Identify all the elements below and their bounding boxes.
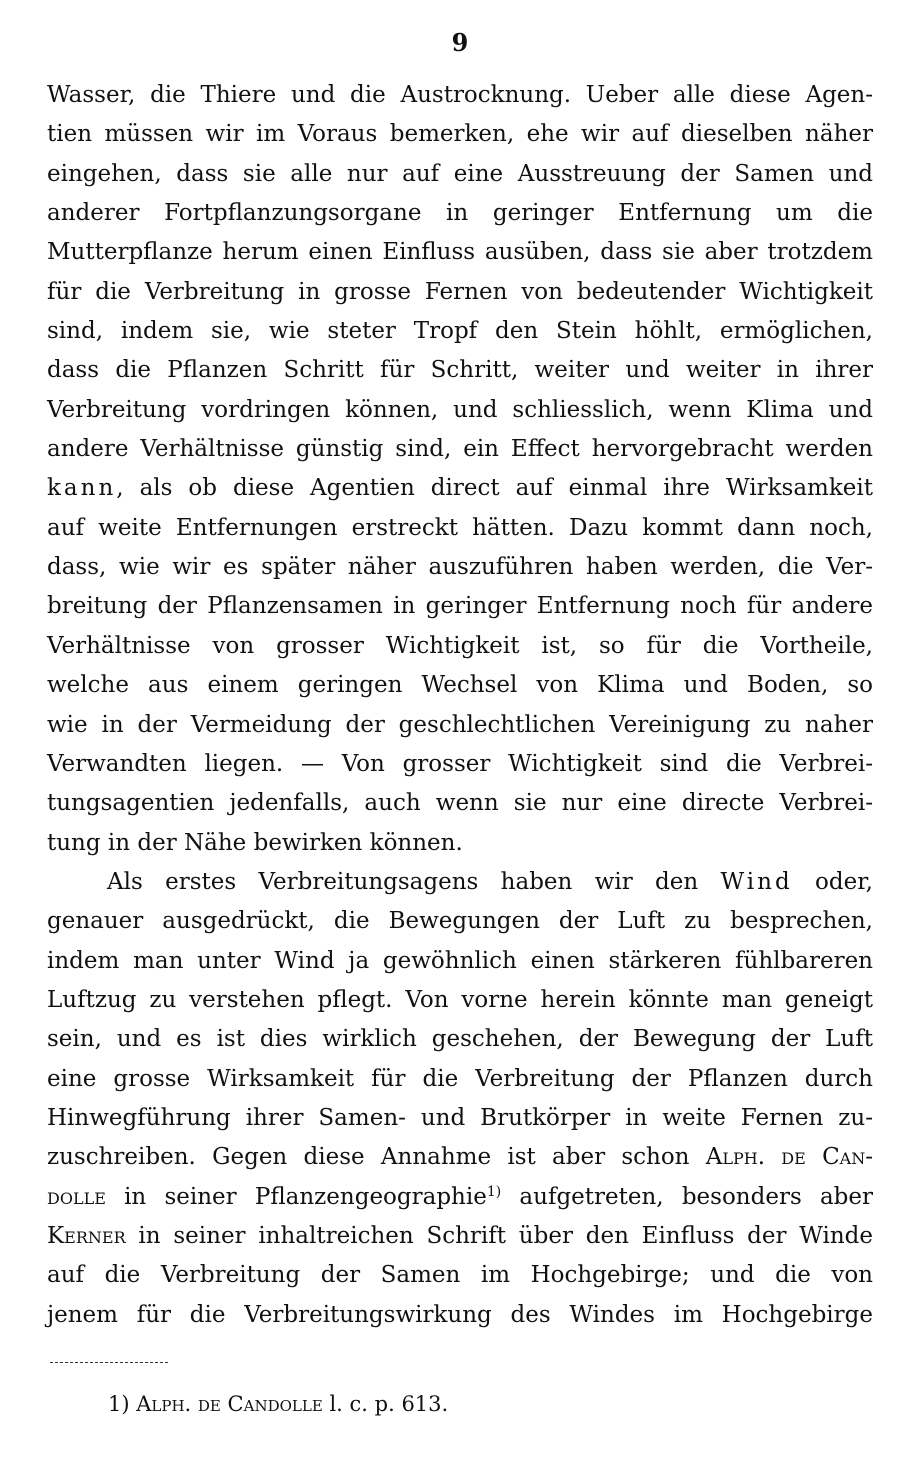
text-line: genauer ausgedrückt, die Bewegungen der Luft zu besprechen, xyxy=(47,908,873,935)
footnote-marker: 1) xyxy=(108,1392,130,1416)
text-line xyxy=(47,469,873,508)
text-line: wie in der Vermeidung der geschlechtlichen Vereinigung zu naher xyxy=(47,711,873,738)
author-name: Kerner xyxy=(47,1222,126,1249)
text-segment: oder, xyxy=(792,868,873,895)
footnote-divider xyxy=(50,1362,168,1363)
text-line: auf die Verbreitung der Samen im Hochgebirge; und die von xyxy=(47,1262,873,1289)
page-number: 9 xyxy=(451,28,469,57)
text-line: Verwandten liegen. — Von grosser Wichtigkeit sind die Verbrei- xyxy=(47,750,873,777)
text-line: sind, indem sie, wie steter Tropf den Stein höhlt, ermöglichen, xyxy=(47,318,873,345)
text-segment: , als ob diese Agentien direct auf einmal ihre Wirksamkeit xyxy=(116,475,873,502)
author-name: Alph. de Can- xyxy=(705,1144,874,1171)
text-line: andere Verhältnisse günstig sind, ein Effect hervorgebracht werden xyxy=(47,436,873,463)
text-line: Luftzug zu verstehen pflegt. Von vorne herein könnte man geneigt xyxy=(47,986,873,1013)
text-line: sein, und es ist dies wirklich geschehen, der Bewegung der Luft xyxy=(47,1026,873,1053)
text-segment: Als erstes Verbreitungsagens haben wir den xyxy=(107,868,721,895)
text-line: indem man unter Wind ja gewöhnlich einen stärkeren fühlbareren xyxy=(47,947,873,974)
text-line xyxy=(47,1138,873,1177)
text-line: Wasser, die Thiere und die Austrocknung. Ueber alle diese Agen- xyxy=(47,82,873,108)
footnote-author: Alph. de Candolle xyxy=(136,1392,323,1416)
footnote-reference: l. c. p. 613. xyxy=(329,1392,449,1416)
text-line: dass, wie wir es später näher auszuführen haben werden, die Ver- xyxy=(47,554,873,581)
body-text xyxy=(47,76,873,1335)
text-line: breitung der Pflanzensamen in geringer Entfernung noch für andere xyxy=(47,593,873,620)
text-line xyxy=(47,863,873,902)
text-line: tung in der Nähe bewirken können. xyxy=(47,829,463,856)
text-line: eingehen, dass sie alle nur auf eine Ausstreuung der Samen und xyxy=(47,160,873,187)
spaced-word-kann: kann xyxy=(47,475,117,502)
spaced-word-wind: Wind xyxy=(720,868,793,895)
text-line: für die Verbreitung in grosse Fernen von bedeutender Wichtigkeit xyxy=(47,278,873,305)
text-line: tungsagentien jedenfalls, auch wenn sie nur eine directe Verbrei- xyxy=(47,790,873,817)
footnote xyxy=(108,1390,448,1418)
text-line: anderer Fortpflanzungsorgane in geringer Entfernung um die xyxy=(47,200,873,227)
text-line: eine grosse Wirksamkeit für die Verbreitung der Pflanzen durch xyxy=(47,1065,873,1092)
text-segment: zuschreiben. Gegen diese Annahme ist aber schon xyxy=(47,1144,706,1171)
text-line xyxy=(47,1217,873,1256)
text-line: tien müssen wir im Voraus bemerken, ehe wir auf dieselben näher xyxy=(47,121,873,148)
text-line: Hinwegführung ihrer Samen- und Brutkörper in weite Fernen zu- xyxy=(47,1104,873,1131)
text-line: Mutterpflanze herum einen Einfluss ausüben, dass sie aber trotzdem xyxy=(47,239,873,266)
author-name: dolle xyxy=(47,1183,106,1210)
text-line: Verhältnisse von grosser Wichtigkeit ist, so für die Vortheile, xyxy=(47,632,873,659)
text-line: welche aus einem geringen Wechsel von Klima und Boden, so xyxy=(47,672,873,699)
text-segment: in seiner inhaltreichen Schrift über den Einfluss der Winde xyxy=(125,1222,873,1249)
text-segment: aufgetreten, besonders aber xyxy=(501,1183,873,1210)
text-line: auf weite Entfernungen erstreckt hätten. Dazu kommt dann noch, xyxy=(47,514,873,541)
text-line xyxy=(47,1178,873,1217)
text-segment: in seiner Pflanzengeographie xyxy=(105,1183,487,1210)
text-line: Verbreitung vordringen können, und schliesslich, wenn Klima und xyxy=(47,396,873,423)
footnote-ref[interactable]: 1) xyxy=(486,1183,502,1200)
text-line: jenem für die Verbreitungswirkung des Windes im Hochgebirge xyxy=(47,1301,873,1328)
text-line: dass die Pflanzen Schritt für Schritt, weiter und weiter in ihrer xyxy=(47,357,873,384)
